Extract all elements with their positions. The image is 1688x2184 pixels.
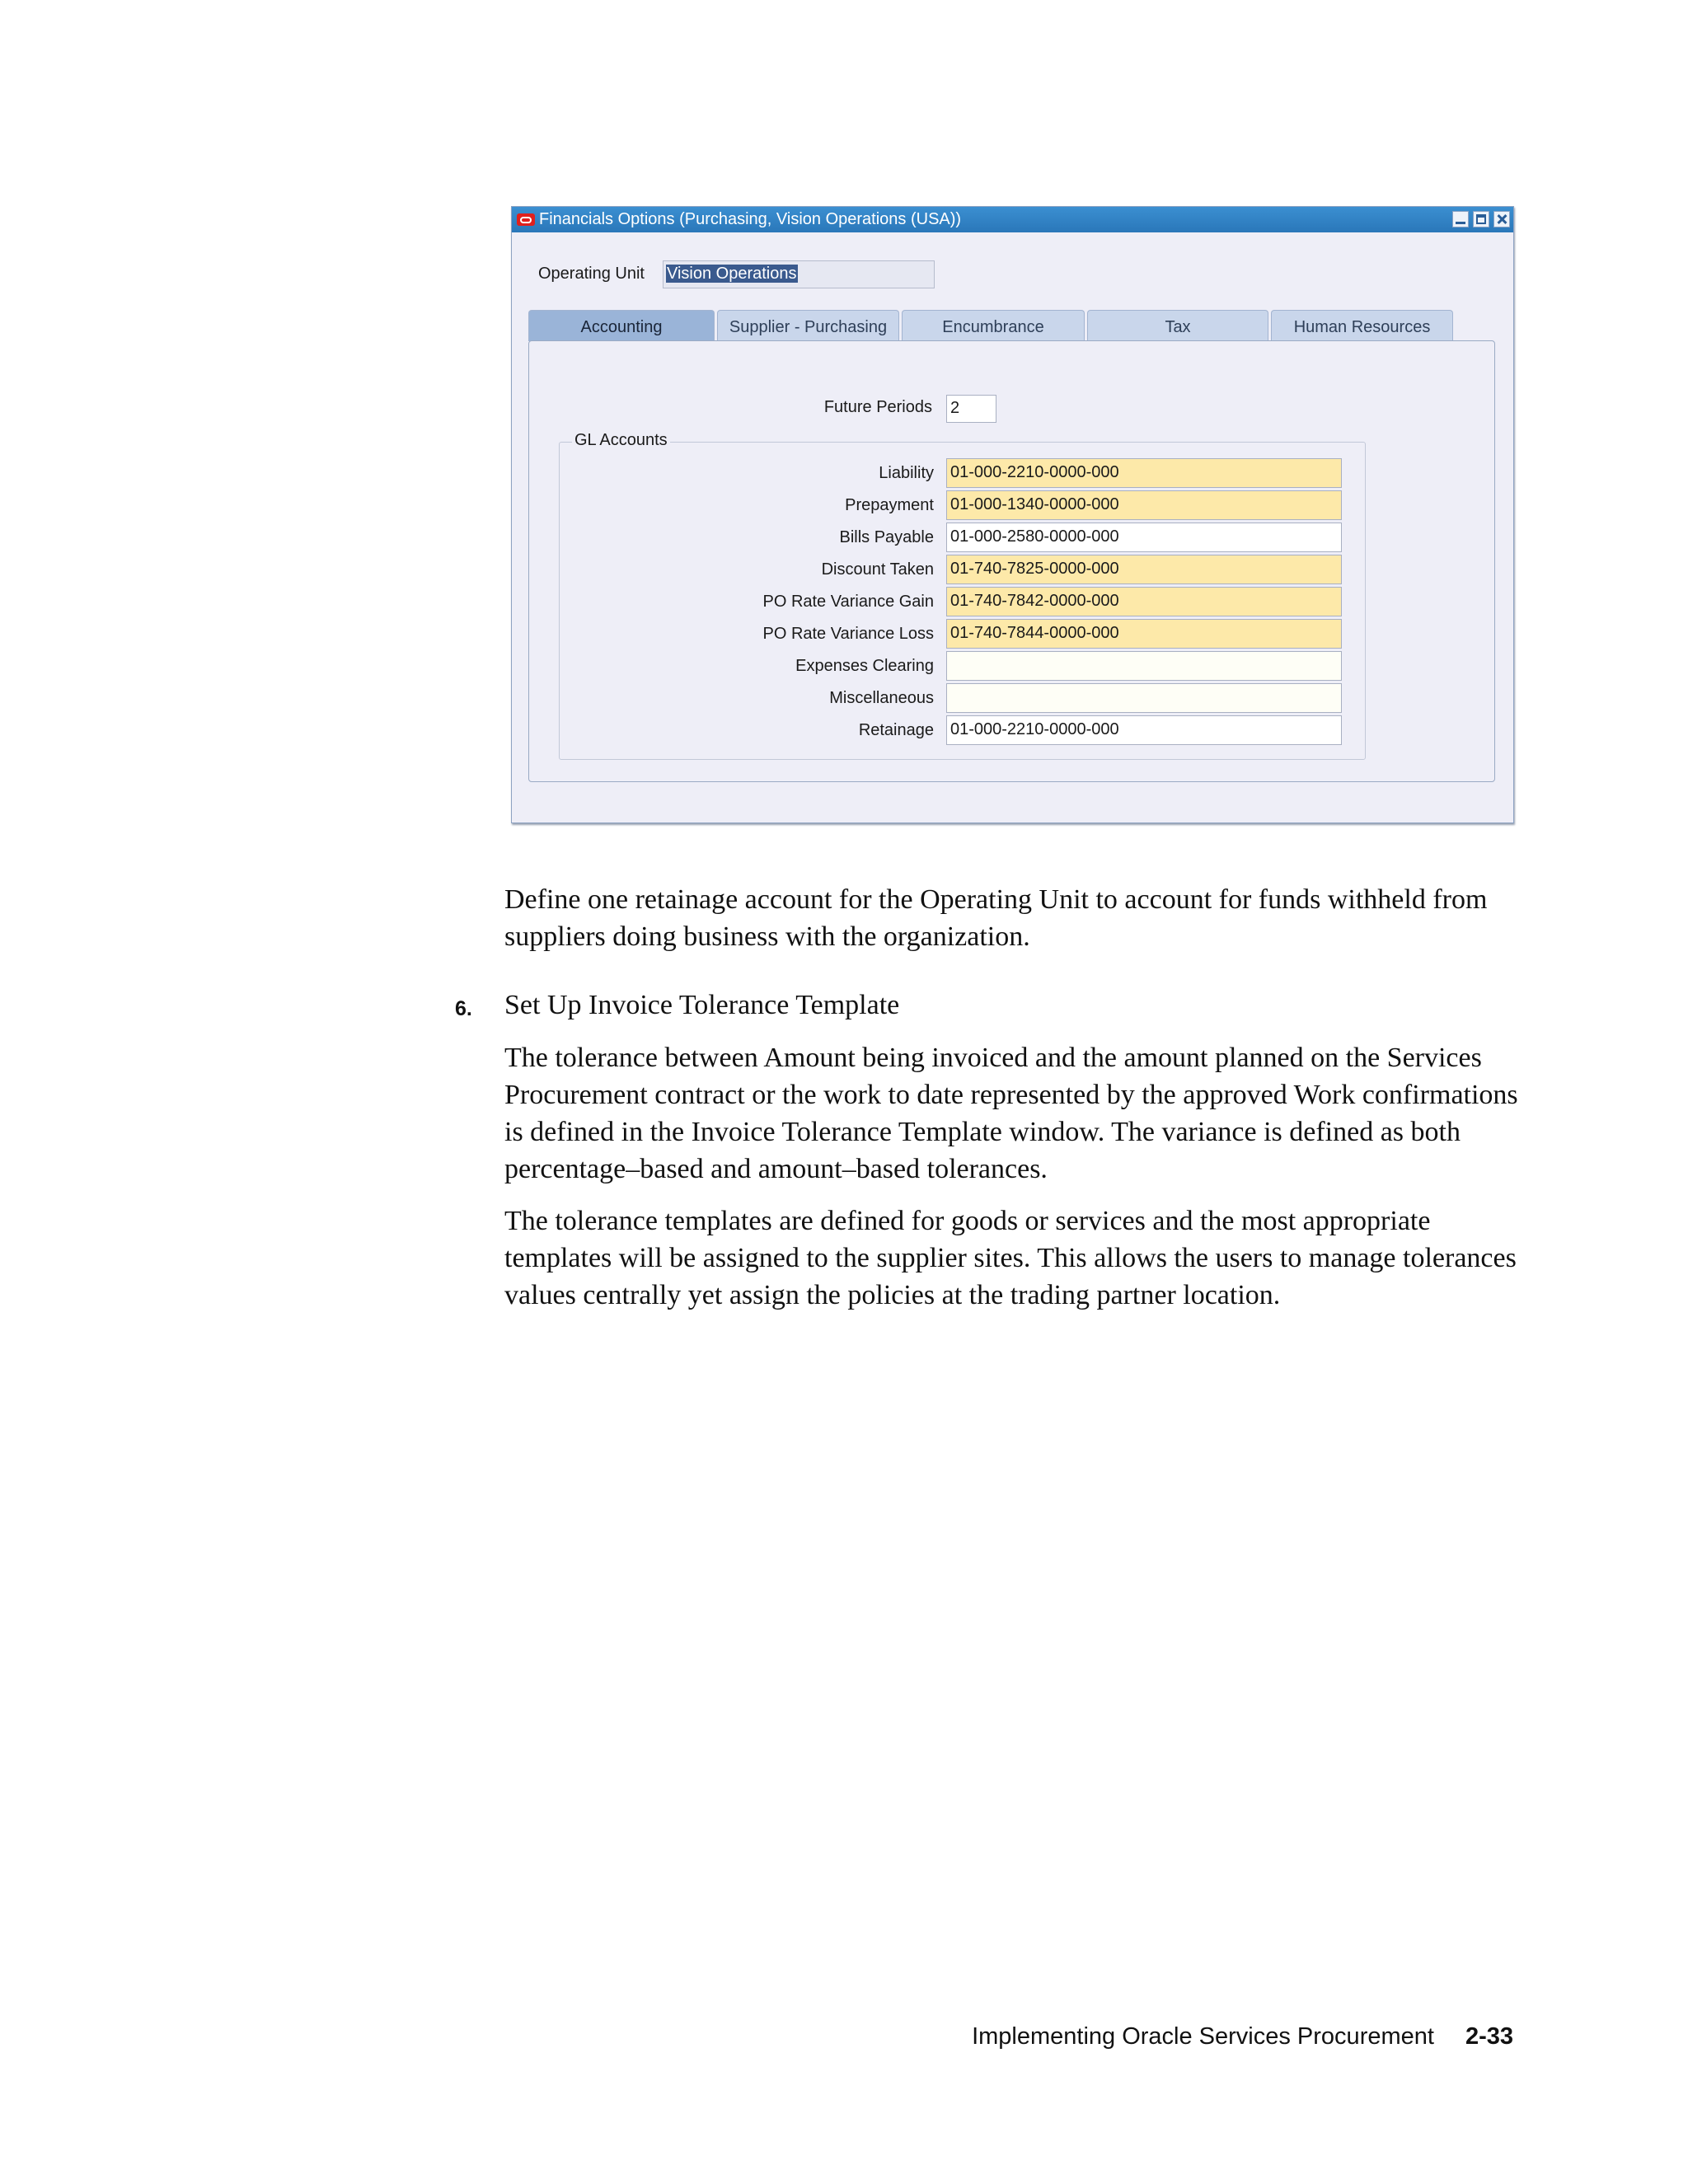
- bills-payable-label: Bills Payable: [839, 528, 934, 546]
- expenses-clearing-field[interactable]: [946, 651, 1342, 681]
- gl-row-liability: [512, 458, 1515, 488]
- tab-tax[interactable]: Tax: [1087, 310, 1268, 341]
- window-titlebar[interactable]: [512, 207, 1513, 232]
- po-rate-variance-gain-label: PO Rate Variance Gain: [762, 593, 934, 611]
- operating-unit-value: Vision Operations: [667, 265, 797, 283]
- window-title: Financials Options (Purchasing, Vision Operations (USA)): [539, 210, 962, 228]
- tab-supplier-purchasing[interactable]: Supplier - Purchasing: [717, 310, 899, 341]
- prepayment-field[interactable]: 01-000-1340-0000-000: [946, 490, 1342, 520]
- retainage-field[interactable]: 01-000-2210-0000-000: [946, 715, 1342, 745]
- footer-title: Implementing Oracle Services Procurement: [972, 2023, 1434, 2050]
- gl-accounts-legend: GL Accounts: [572, 431, 670, 450]
- future-periods-field[interactable]: 2: [946, 395, 996, 423]
- po-rate-variance-loss-field[interactable]: 01-740-7844-0000-000: [946, 619, 1342, 649]
- gl-row-expenses-clearing: [512, 651, 1515, 681]
- bills-payable-field[interactable]: 01-000-2580-0000-000: [946, 523, 1342, 552]
- financials-options-window: [511, 206, 1514, 823]
- gl-row-bills-payable: [512, 523, 1515, 552]
- expenses-clearing-label: Expenses Clearing: [795, 657, 934, 675]
- window-controls: [1452, 211, 1510, 228]
- tolerance-paragraph: The tolerance between Amount being invoiced and the amount planned on the Services Procurement contract or the work to date represented by the approved Work confirmations is defined in the Invoice Tolerance Template window. The variance is defined as both percentage–based and amount–based tolerances.: [504, 1043, 1518, 1184]
- tab-accounting[interactable]: Accounting: [528, 310, 715, 341]
- gl-row-po-rate-variance-gain: [512, 587, 1515, 616]
- miscellaneous-label: Miscellaneous: [829, 689, 934, 707]
- page-footer: [972, 2023, 1513, 2050]
- gl-row-prepayment: [512, 490, 1515, 520]
- templates-paragraph: The tolerance templates are defined for goods or services and the most appropriate templates will be assigned to the supplier sites. This allows the users to manage tolerances values centrally yet assign the policies at the trading partner location.: [504, 1206, 1517, 1310]
- gl-row-po-rate-variance-loss: [512, 619, 1515, 649]
- po-rate-variance-loss-label: PO Rate Variance Loss: [762, 625, 934, 643]
- retainage-paragraph: Define one retainage account for the Operating Unit to account for funds withheld from suppliers doing business with the organization.: [504, 884, 1488, 952]
- future-periods-label: Future Periods: [823, 398, 932, 416]
- po-rate-variance-gain-field[interactable]: 01-740-7842-0000-000: [946, 587, 1342, 616]
- operating-unit-label: Operating Unit: [538, 265, 645, 283]
- minimize-icon[interactable]: [1452, 211, 1469, 227]
- step-title: Set Up Invoice Tolerance Template: [504, 990, 900, 1020]
- gl-row-miscellaneous: [512, 683, 1515, 713]
- page-number: 2-33: [1465, 2023, 1513, 2050]
- discount-taken-field[interactable]: 01-740-7825-0000-000: [946, 555, 1342, 584]
- operating-unit-field[interactable]: [663, 260, 935, 288]
- maximize-icon[interactable]: [1473, 211, 1489, 227]
- liability-field[interactable]: 01-000-2210-0000-000: [946, 458, 1342, 488]
- close-icon[interactable]: [1493, 211, 1510, 227]
- prepayment-label: Prepayment: [845, 496, 934, 514]
- discount-taken-label: Discount Taken: [821, 560, 934, 579]
- oracle-logo-icon: [517, 213, 535, 226]
- miscellaneous-field[interactable]: [946, 683, 1342, 713]
- gl-row-retainage: [512, 715, 1515, 745]
- tab-human-resources[interactable]: Human Resources: [1271, 310, 1453, 341]
- step-number: 6.: [455, 997, 472, 1020]
- gl-row-discount-taken: [512, 555, 1515, 584]
- retainage-label: Retainage: [858, 721, 934, 739]
- liability-label: Liability: [879, 464, 934, 482]
- tab-encumbrance[interactable]: Encumbrance: [902, 310, 1085, 341]
